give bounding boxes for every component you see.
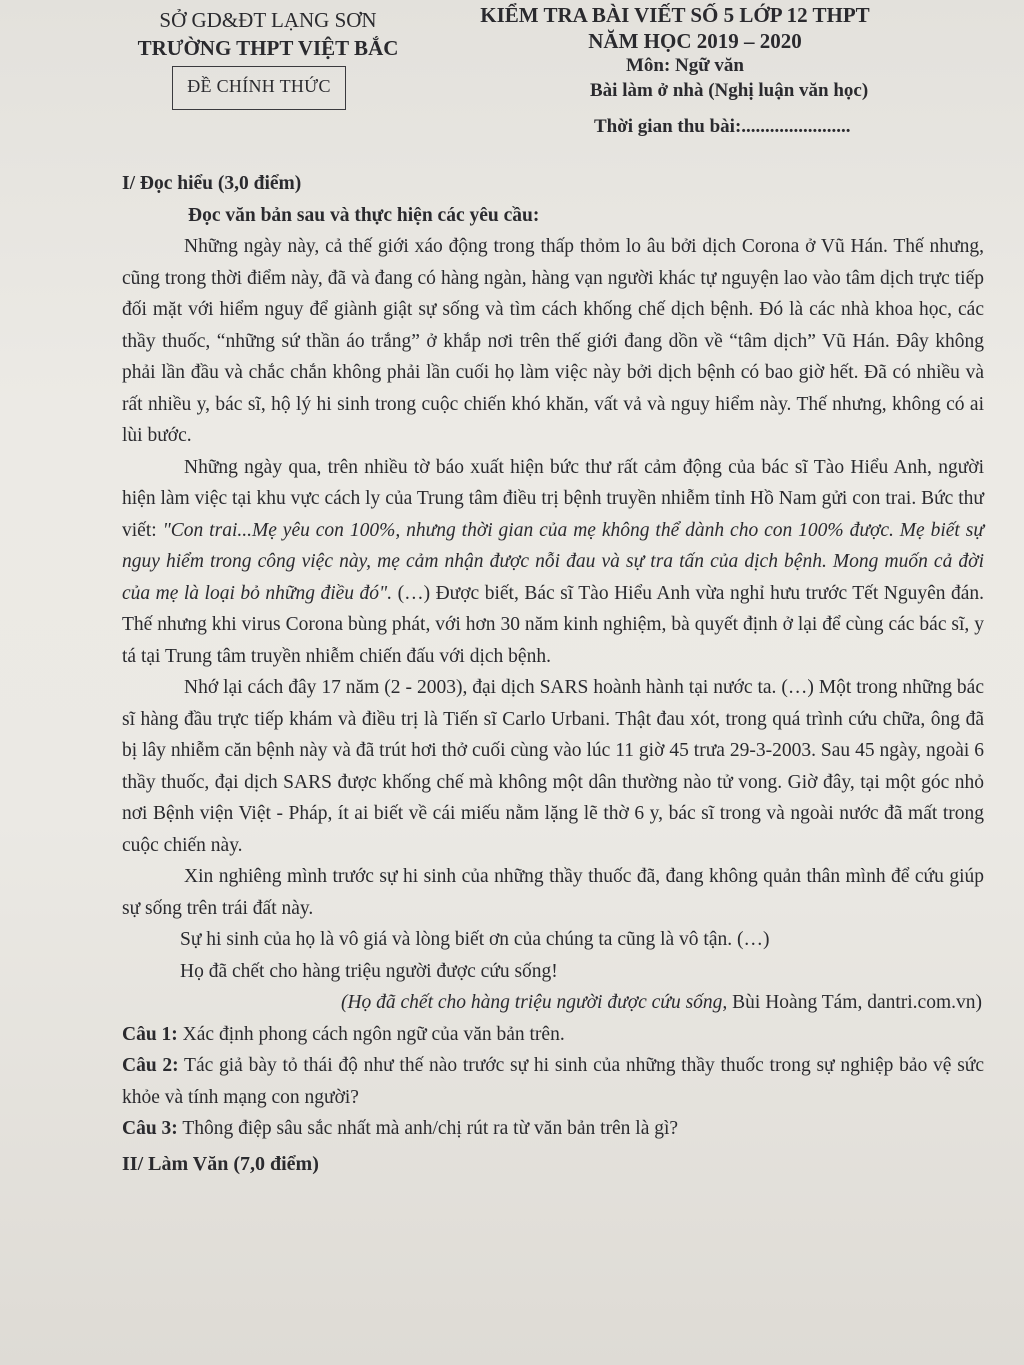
reading-instruction: Đọc văn bản sau và thực hiện các yêu cầu: (188, 204, 540, 226)
exam-body (122, 168, 984, 1180)
passage-paragraph-4: Xin nghiêng mình trước sự hi sinh của những thầy thuốc đã, đang không quản thân mình để cứu giúp sự sống trên trái đất này. (122, 866, 984, 919)
passage-paragraph-2 (122, 452, 984, 673)
passage-source (122, 987, 984, 1019)
question-label: Câu 3: (122, 1118, 178, 1139)
question-text: Thông điệp sâu sắc nhất mà anh/chị rút ra từ văn bản trên là gì? (177, 1118, 679, 1139)
question-text: Tác giả bày tỏ thái độ như thế nào trước sự hi sinh của những thầy thuốc trong sự nghiệp bảo vệ sức khỏe và tính mạng con người? (122, 1055, 985, 1108)
department-name: SỞ GD&ĐT LẠNG SƠN (159, 8, 377, 32)
question-label: Câu 1: (122, 1023, 178, 1045)
school-name: TRƯỜNG THPT VIỆT BẮC (137, 36, 399, 60)
paragraph-2-rest: (…) Được biết, Bác sĩ Tào Hiểu Anh vừa nghỉ hưu trước Tết Nguyên đán. Thế nhưng khi virus Corona bùng phát, với hơn 30 năm kinh nghiệm, bà quyết định ở lại để cùng các bác sĩ, y tá tại Trung tâm truyền nhiễm chiến đấu với dịch bệnh. (122, 582, 984, 667)
source-title: (Họ đã chết cho hàng triệu người được cứu sống, (340, 992, 728, 1013)
exam-title: KIỂM TRA BÀI VIẾT SỐ 5 LỚP 12 THPT (480, 3, 870, 27)
section-writing-title: II/ Làm Văn (7,0 điểm) (122, 1152, 319, 1175)
exam-header (440, 2, 910, 140)
question-label: Câu 2: (122, 1055, 179, 1076)
passage-paragraph-6: Họ đã chết cho hàng triệu người được cứu sống! (180, 960, 558, 982)
school-year: NĂM HỌC 2019 – 2020 (588, 29, 802, 53)
question-text: Xác định phong cách ngôn ngữ của văn bản trên. (177, 1023, 565, 1045)
subject: Môn: Ngữ văn (625, 55, 745, 76)
section-reading-title: I/ Đọc hiểu (3,0 điểm) (122, 173, 302, 194)
passage-paragraph-1: Những ngày này, cả thế giới xáo động trong thấp thỏm lo âu bởi dịch Corona ở Vũ Hán. Thế nhưng, cũng trong thời điểm này, đã và đang có hàng ngàn, hàng vạn người khác tự nguyện lao vào tâm dịch trực tiếp đối mặt với hiểm nguy để giành giật sự sống và tìm cách khống chế dịch bệnh. Đó là các nhà khoa học, các thầy thuốc, “những sứ thần áo trắng” ở khắp nơi trên thế giới đang dồn về “tâm dịch” Vũ Hán. Đây không phải lần đầu và chắc chắn không phải lần cuối họ làm việc này bởi dịch bệnh có bao giờ hết. Đã có nhiều và rất nhiều y, bác sĩ, hộ lý hi sinh trong cuộc chiến khó khăn, vất vả và nguy hiểm này. Thế nhưng, không có ai lùi bước. (122, 236, 984, 446)
official-exam-label: ĐỀ CHÍNH THỨC (172, 66, 346, 110)
passage-paragraph-3: Nhớ lại cách đây 17 năm (2 - 2003), đại dịch SARS hoành hành tại nước ta. (…) Một trong những bác sĩ hàng đầu trực tiếp khám và điều trị là Tiến sĩ Carlo Urbani. Thật đau xót, trong quá trình cứu chữa, ông đã bị lây nhiễm căn bệnh này và đã trút hơi thở cuối cùng vào lúc 11 giờ 45 trưa 29-3-2003. Sau 45 ngày, ngoài 6 thầy thuốc, đại dịch SARS được khống chế mà không một dân thường nào tử vong. Giờ đây, tại một góc nhỏ nơi Bệnh viện Việt - Pháp, ít ai biết về cái miếu nằm lặng lẽ thờ 6 y, bác sĩ trong và ngoài nước đã mất trong cuộc chiến này. (122, 677, 984, 856)
paragraph-2-intro: Những ngày qua, trên nhiều tờ báo xuất hiện bức thư rất cảm động của bác sĩ Tào Hiểu Anh, người hiện làm việc tại khu vực cách ly của Trung tâm điều trị bệnh truyền nhiễm tỉnh Hồ Nam gửi con trai. Bức thư viết: (122, 456, 984, 541)
question-3 (122, 1113, 984, 1145)
question-1 (122, 1019, 984, 1051)
question-2 (122, 1050, 984, 1113)
source-author: Bùi Hoàng Tám, dantri.com.vn) (727, 992, 982, 1013)
passage-paragraph-5: Sự hi sinh của họ là vô giá và lòng biết ơn của chúng ta cũng là vô tận. (…) (180, 929, 770, 950)
task-type: Bài làm ở nhà (Nghị luận văn học) (590, 80, 869, 101)
submission-deadline: Thời gian thu bài:....................... (594, 116, 851, 137)
school-header (118, 6, 418, 62)
letter-quote: "Con trai...Mẹ yêu con 100%, nhưng thời gian của mẹ không thể dành cho con 100% được. Mẹ biết sự nguy hiểm trong công việc này, mẹ cảm nhận được nỗi đau và sự tra tấn của dịch bệnh. Mong muốn cả đời của mẹ là loại bỏ những điều đó". (122, 519, 984, 604)
